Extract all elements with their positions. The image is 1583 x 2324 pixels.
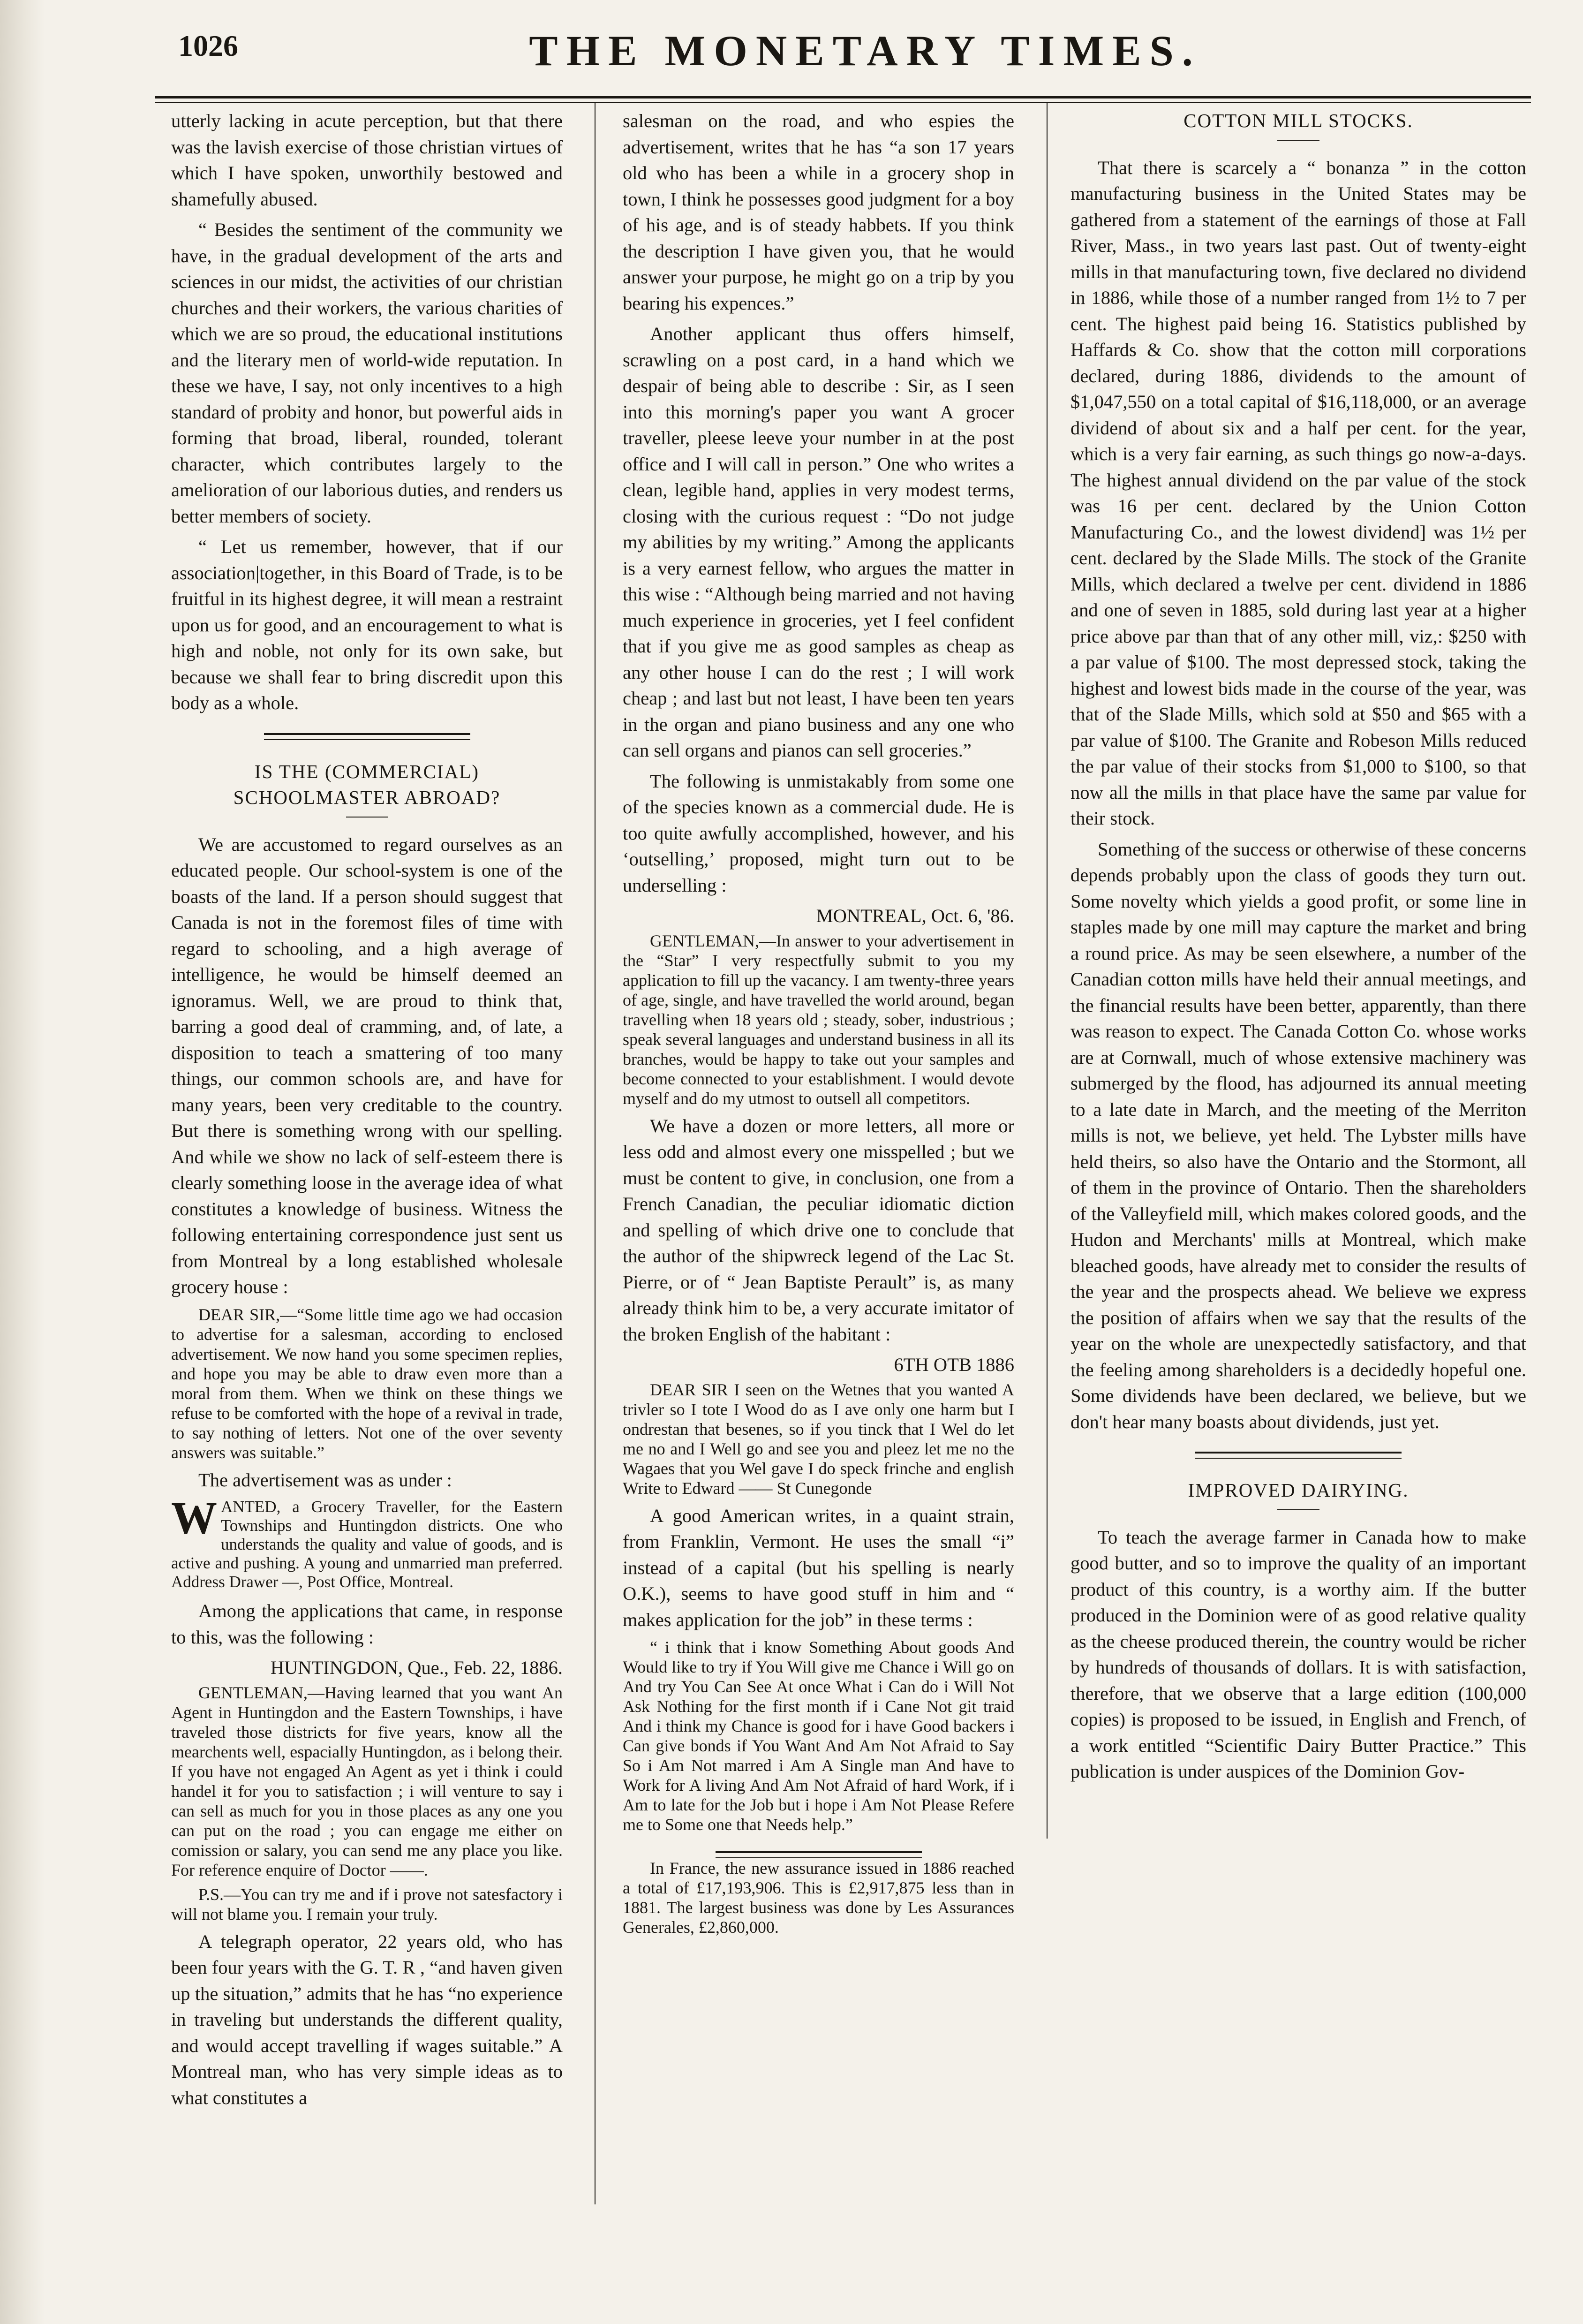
quoted-letter: GENTLEMAN,—Having learned that you want An Agent in Huntingdon and the Eastern Townships, i have traveled those districts for five years, know all the mearchents well, espacially Huntingdon, as i belong their. If you have not engaged An Agent as yet i think i could handel it for you to satisfaction ; i will venture to say i can sell as much for you in those places as any one you can put on the road ; you can engage me either on comission or salary, you can send me any place you like. For reference enquire of Doctor ——.: [171, 1683, 563, 1879]
page-header: [178, 26, 1552, 96]
heading-underline: [1277, 1509, 1319, 1510]
section-divider: [264, 733, 470, 740]
page-number: 1026: [178, 29, 238, 62]
postscript: P.S.—You can try me and if i prove not satesfactory i will not blame you. I remain your truly.: [171, 1885, 563, 1923]
section-heading-cotton-mill: COTTON MILL STOCKS.: [1183, 110, 1413, 131]
letter-dateline: MONTREAL, Oct. 6, '86.: [816, 905, 1014, 926]
section-divider: [1195, 1452, 1402, 1459]
heading-underline: [346, 817, 388, 818]
masthead-title: THE MONETARY TIMES.: [529, 27, 1201, 75]
section-heading-dairying: IMPROVED DAIRYING.: [1188, 1479, 1409, 1501]
letter-dateline: 6TH OTB 1886: [894, 1354, 1014, 1375]
paragraph: The advertisement was as under :: [198, 1469, 452, 1491]
quoted-letter: DEAR SIR I seen on the Wetnes that you wanted A trivler so I tote I Wood do as I ave only one harm but I ondrestan that besenes, so if you tinck that I Wel do let me no and I Well go and see you and pleez let me no the Wagaes that you Wel gave I do speck frinche and english Write to Edward —— St Cunegonde: [623, 1380, 1014, 1498]
paragraph: Something of the success or otherwise of these concerns depends probably upon the class of goods they turn out. Some novelty which yields a good profit, or some line in staples made by one mill may capture the market and bring a round price. As may be seen elsewhere, a number of the Canadian cotton mills have held their annual meetings, and the financial results have been better, apparently, than there was reason to expect. The Canada Cotton Co. whose works are at Cornwall, much of whose extensive machinery was submerged by the flood, has adjourned its annual meeting to a late date in March, and the meeting of the Merriton mills is not, we believe, yet held. The Lybster mills have held theirs, so also have the Ontario and the Stormont, all of them in the province of Ontario. Then the shareholders of the Valleyfield mill, which makes colored goods, and the Hudon and Merchants' mills at Montreal, which make bleached goods, have already met to consider the results of the year and the prospects ahead. We believe we express the position of affairs when we say that the results of the year on the whole are unexpectedly satisfactory, and that the feeling among shareholders is a decidedly hopeful one. Some dividends have been declared, we believe, but we don't hear many boasts about dividends, just yet.: [1070, 838, 1526, 1432]
header-rule-thick: [155, 96, 1531, 98]
paragraph: salesman on the road, and who espies the advertisement, writes that he has “a son 17 years old who has been a while in a grocery shop in town, I think he possesses good judgment for a boy of his age, and is of steady habbets. If you think the description I have given you, that he would answer your purpose, he might go on a trip by you bearing his expences.”: [623, 110, 1014, 314]
heading-underline: [1277, 140, 1319, 141]
paragraph: That there is scarcely a “ bonanza ” in the cotton manufacturing business in the United States may be gathered from a statement of the earnings of those at Fall River, Mass., in two years last past. Out of twenty-eight mills in that manufacturing town, five declared no dividend in 1886, while those of a number ranged from 1½ to 7 per cent. The highest paid being 16. Statistics published by Haffards & Co. show that the cotton mill corporations declared, during 1886, dividends to the amount of $1,047,550 on a total capital of $16,118,000, or an average dividend of about six and a half per cent. for the year, which is a very fair earning, as such things go now-a-days. The highest annual dividend on the par value of the stock was 16 per cent. declared by the Union Cotton Manufacturing Co., and the lowest dividend] was 1½ per cent. declared by the Slade Mills. The stock of the Granite Mills, which declared a twelve per cent. dividend in 1886 and one of seven in 1885, sold during last year at a higher price above par than that of any other mill, viz,: $250 with a par value of $100. The most depressed stock, taking the highest and lowest bids made in the course of the year, was that of the Slade Mills, which sold at $50 and $65 with a par value of $100. The Granite and Robeson Mills reduced the par value of their stocks from $1,000 to $100, so that now all the mills in that place have the same par value for their stock.: [1070, 157, 1526, 829]
quoted-letter: DEAR SIR,—“Some little time ago we had occasion to advertise for a salesman, according to enclosed advertisement. We now hand you some specimen replies, and hope you may be able to draw even more than a moral from them. When we think on these things we refuse to be comforted with the hope of a revival in trade, to say nothing of letters. Not one of the over seventy answers was suitable.”: [171, 1305, 563, 1462]
column-1: [171, 108, 563, 2115]
column-rule-1: [595, 103, 596, 2204]
paragraph: Among the applications that came, in response to this, was the following :: [171, 1600, 563, 1648]
ad-text: ANTED, a Grocery Traveller, for the Eastern Townships and Huntingdon districts. One who understands the quality and value of goods, and is active and pushing. A young and unmarried man preferred. Address Drawer —, Post Office, Montreal.: [171, 1498, 563, 1591]
paragraph: A good American writes, in a quaint strain, from Franklin, Vermont. He uses the small “i” instead of a capital (but his spelling is nearly O.K.), seems to have good stuff in him and “ makes application for the job” in these terms :: [623, 1505, 1014, 1630]
quoted-letter: GENTLEMAN,—In answer to your advertisement in the “Star” I very respectfully submit to you my application to fill up the vacancy. I am twenty-three years of age, single, and have travelled the world around, began travelling when 18 years old ; steady, sober, industrious ; speak several languages and understand business in all its branches, would be happy to take out your samples and become connected to your establishment. I would devote myself and do my utmost to outsell all competitors.: [623, 931, 1014, 1108]
paragraph: A telegraph operator, 22 years old, who has been four years with the G. T. R , “and haven given up the situation,” admits that he has “no experience in traveling but understands the different quality, and would accept travelling if wages suitable.” A Montreal man, who has very simple ideas as to what constitutes a: [171, 1930, 563, 2108]
paragraph: “ Let us remember, however, that if our association|together, in this Board of Trade, is to be fruitful in its highest degree, it will mean a restraint upon us for good, and an encouragement to what is high and noble, not only for its own sake, but because we shall fear to bring discredit upon this body as a whole.: [171, 536, 563, 713]
paragraph: We are accustomed to regard ourselves as an educated people. Our school-system is one of the boasts of the land. If a person should suggest that Canada is not in the foremost files of time with regard to schooling, and a high average of intelligence, he would be himself deemed an ignoramus. Well, we are proud to think that, barring a good deal of cramming, and, of late, a disposition to teach a smattering of too many things, our common schools are, and have for many years, been very creditable to the country. But there is something wrong with our spelling. And while we show no lack of self-esteem there is clearly something loose in the average idea of what constitutes a knowledge of business. Witness the following entertaining correspondence just sent us from Montreal by a long established wholesale grocery house :: [171, 833, 563, 1297]
news-item-france-assurance: In France, the new assurance issued in 1886 reached a total of £17,193,906. This is £2,917,875 less than in 1881. The largest business was done by Les Assurances Generales, £2,860,000.: [623, 1859, 1014, 1937]
paragraph: The following is unmistakably from some one of the species known as a commercial dude. He is too quite awfully accomplished, however, and his ‘outselling,’ proposed, might turn out to be underselling :: [623, 770, 1014, 896]
letter-dateline: HUNTINGDON, Que., Feb. 22, 1886.: [270, 1657, 563, 1678]
paragraph: “ Besides the sentiment of the community we have, in the gradual development of the arts and sciences in our midst, the activities of our christian churches and their workers, the various charities of which we are so proud, the educational institutions and the literary men of world-wide reputation. In these we have, I say, not only incentives to a high standard of probity and honor, but powerful aids in forming that broad, liberal, rounded, tolerant character, which contributes largely to the amelioration of our laborious duties, and renders us better members of society.: [171, 219, 563, 527]
ad-drop-cap: W: [171, 1493, 217, 1544]
column-3: [1070, 108, 1526, 1789]
page-binding-shadow: [0, 0, 45, 2324]
paragraph: utterly lacking in acute perception, but that there was the lavish exercise of those christian virtues of which I have spoken, unworthily bestowed and shamefully abused.: [171, 110, 563, 210]
column-rule-2: [1047, 103, 1048, 1839]
paragraph: Another applicant thus offers himself, scrawling on a post card, in a hand which we despair of being able to describe : Sir, as I seen into this morning's paper you want A grocer traveller, pleese leeve your number in at the post office and I will call in person.” One who writes a clean, legible hand, applies in very modest terms, closing with the curious request : “Do not judge my abilities by my writing.” Among the applicants is a very earnest fellow, who argues the matter in this wise : “Although being married and not having much experience in groceries, yet I feel confident that if you give me as good samples as cheap as any other house I can do the rest ; I will work cheap ; and last but not least, I have been ten years in the organ and piano business and any one who can sell organs and pianos can sell groceries.”: [623, 323, 1014, 761]
column-2: [623, 108, 1014, 1942]
header-rule-thin: [155, 102, 1531, 103]
section-heading-schoolmaster: IS THE (COMMERCIAL) SCHOOLMASTER ABROAD?: [233, 760, 501, 808]
wanted-advertisement: [171, 1493, 563, 1591]
paragraph: We have a dozen or more letters, all more or less odd and almost every one misspelled ; but we must be content to give, in conclusion, one from a French Canadian, the peculiar idiomatic diction and spelling of which drive one to conclude that the author of the shipwreck legend of the Lac St. Pierre, or of “ Jean Baptiste Perault” is, as many already think him to be, a very accurate imitator of the broken English of the habitant :: [623, 1115, 1014, 1345]
section-divider: [716, 1851, 922, 1858]
quoted-letter: “ i think that i know Something About goods And Would like to try if You Will give me Chance i Will go on And try You Can See At once What i Can do i Will Not Ask Nothing for the first month if i Cane Not git traid And i think my Chance is good for i have Good backers i Can give bonds if You Want And Am Not Afraid to Say So i Am Not marred i Am A Single man And have to Work for A living And Am Not Afraid of hard Work, if i Am to late for the Job but i hope i Am Not Please Refere me to Some one that Needs help.”: [623, 1638, 1014, 1834]
paragraph: To teach the average farmer in Canada how to make good butter, and so to improve the quality of an important product of this country, is a worthy aim. If the butter produced in the Dominion were of as good relative quality as the cheese produced therein, the country would be richer by hundreds of thousands of dollars. It is with satisfaction, therefore, that we observe that a large edition (100,000 copies) is proposed to be issued, in English and French, of a work entitled “Scientific Dairy Butter Practice.” This publication is under auspices of the Dominion Gov-: [1070, 1526, 1526, 1782]
